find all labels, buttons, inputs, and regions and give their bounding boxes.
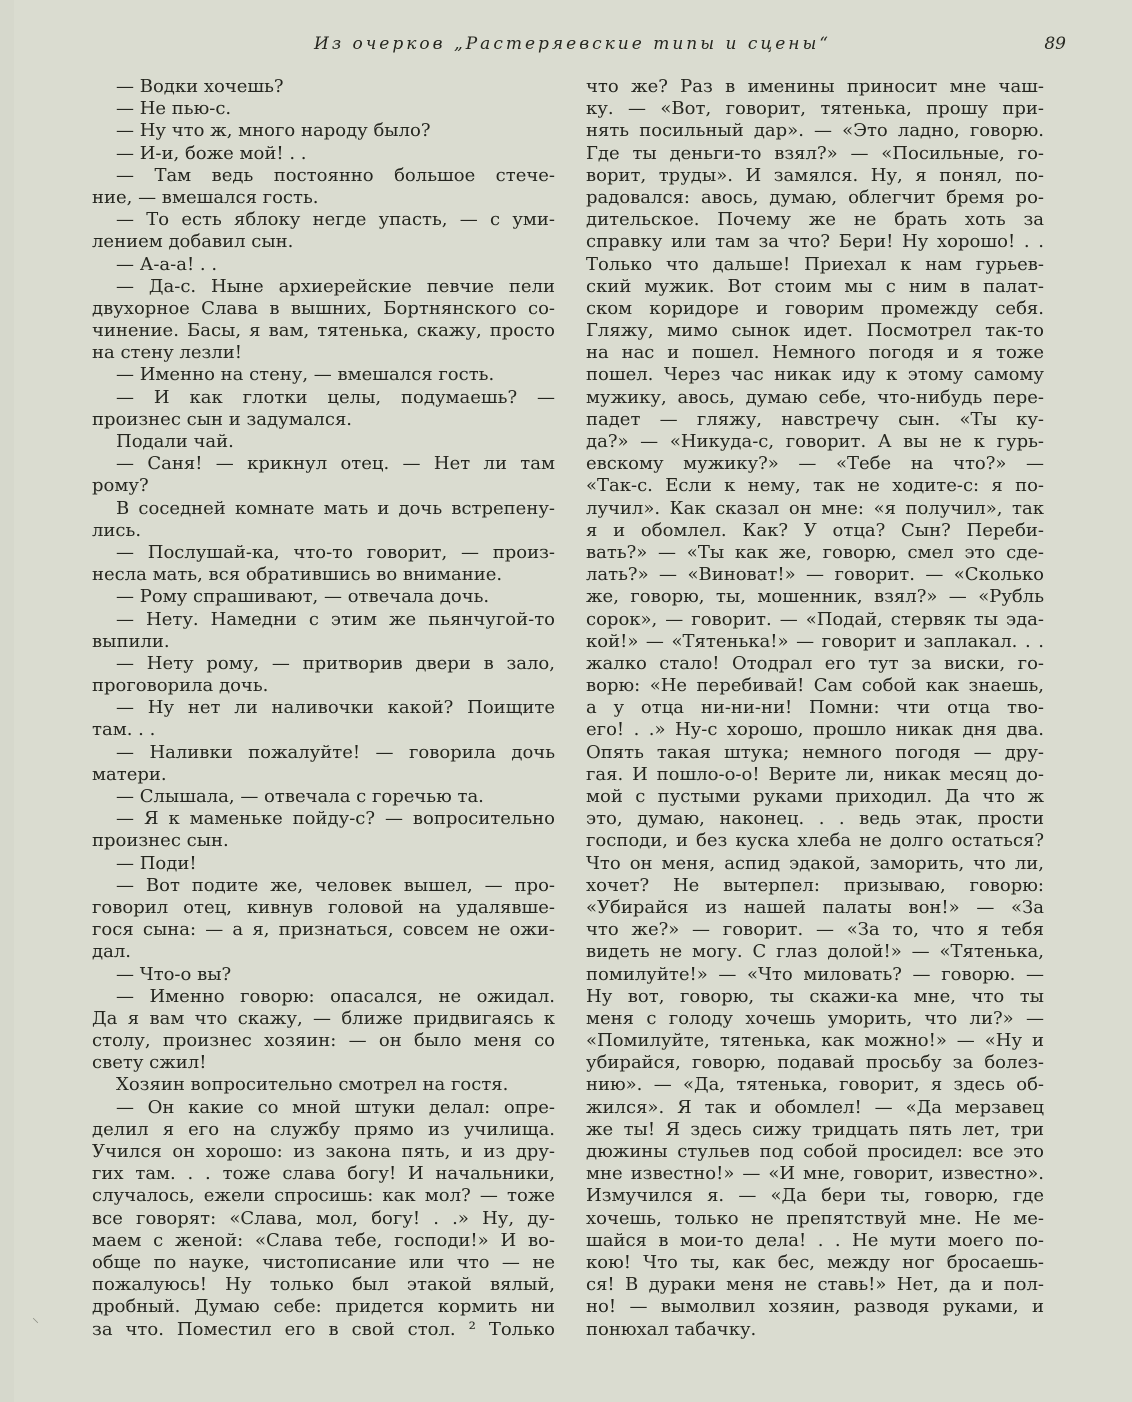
text-line: радовался: авось, думаю, облегчит бремя ро- <box>586 186 1044 208</box>
text-line: же ты! Я здесь сижу тридцать пять лет, три <box>586 1118 1044 1140</box>
text-line: Учился он хорошо: из закона пять, и из дру- <box>92 1141 555 1162</box>
text-line: — И-и, боже мой! . . <box>116 142 307 164</box>
text-line: гося сына: — а я, признаться, совсем не ожи- <box>92 919 555 941</box>
text-line: нию». — «Да, тятенька, говорит, я здесь об- <box>586 1074 1044 1096</box>
text-line: — Ну нет ли наливочки какой? Поищите <box>116 697 555 719</box>
text-line: — Что-о вы? <box>116 963 232 985</box>
running-title: Из очерков „Растеряевские типы и сцены“ <box>314 34 831 54</box>
text-line: хочешь, только не препятствуй мне. Не ме- <box>586 1207 1044 1229</box>
text-line: меня с голоду хочешь уморить, что ли?» — <box>586 1007 1044 1029</box>
text-line: ский мужик. Вот стоим мы с ним в палат- <box>586 275 1044 297</box>
text-line: матери. <box>92 763 167 785</box>
text-line: Подали чай. <box>116 431 234 452</box>
text-line: шайся в мои-то дела! . . Не мути моего по- <box>586 1229 1044 1251</box>
book-page <box>14 0 1132 1402</box>
text-line: столу, произнес хозяин: — он было меня со <box>92 1030 555 1052</box>
text-line: сорок», — говорит. — «Подай, стервяк ты эда- <box>586 608 1044 630</box>
right-text-column <box>586 76 1044 1341</box>
text-line: дительское. Почему же не брать хоть за <box>586 209 1044 231</box>
text-line: евскому мужику?» — «Тебе на что?» — <box>586 453 1044 475</box>
text-line: лучил». Как сказал он мне: «я получил», так <box>586 497 1044 519</box>
text-line: лать?» — «Виноват!» — говорит. — «Сколько <box>586 564 1044 586</box>
text-line: господи, и без куска хлеба не долго остаться? <box>586 830 1044 852</box>
margin-smudge-mark: ⸜ <box>32 1310 39 1326</box>
text-line: же, говорю, ты, мошенник, взял?» — «Рубль <box>586 586 1044 608</box>
text-line: несла мать, вся обратившись во внимание. <box>92 564 503 586</box>
text-line: — Я к маменьке пойду-с? — вопросительно <box>116 808 555 830</box>
text-line: — А-а-а! . . <box>116 253 218 275</box>
text-line: В соседней комнате мать и дочь встрепену- <box>116 497 555 519</box>
text-line: — Не пью-с. <box>116 98 232 120</box>
text-line: рому? <box>92 475 149 497</box>
text-line: это, думаю, наконец. . . ведь этак, прости <box>586 808 1044 830</box>
text-line: — То есть яблоку негде упасть, — с уми- <box>116 209 555 231</box>
text-line: жился». Я так и обомлел! — «Да мерзавец <box>586 1096 1044 1118</box>
text-line: ворит, труды». И замялся. Ну, я понял, по- <box>586 164 1044 186</box>
text-line: гая. И пошло-о-о! Верите ли, никак месяц до- <box>586 763 1044 785</box>
left-text-column <box>92 76 555 1341</box>
text-line: вать?» — «Ты как же, говорю, смел это сде- <box>586 541 1044 563</box>
text-line: мне известно!» — «И мне, говорит, известно». <box>586 1163 1044 1185</box>
text-line: — Послушай-ка, что-то говорит, — произ- <box>116 541 555 563</box>
text-line: дробный. Думаю себе: придется кормить ни <box>92 1296 555 1318</box>
text-line: «Помилуйте, тятенька, как можно!» — «Ну и <box>586 1030 1044 1052</box>
text-line: лением добавил сын. <box>92 231 294 253</box>
text-line: Ну вот, говорю, ты скажи-ка мне, что ты <box>586 985 1044 1007</box>
text-line: пожалуюсь! Ну только был этакой вялый, <box>92 1274 555 1296</box>
text-line: свету сжил! <box>92 1052 207 1074</box>
text-line: гих там. . . тоже слава богу! И начальники, <box>92 1163 555 1185</box>
text-line: дюжины стульев под собой просидел: все это <box>586 1141 1044 1162</box>
text-line: мужику, авось, думаю себе, что-нибудь пере- <box>586 386 1044 408</box>
text-line: говорил отец, кивнув головой на удалявше- <box>92 896 555 918</box>
text-line: — Водки хочешь? <box>116 76 284 97</box>
text-line: Только что дальше! Приехал к нам гурьев- <box>586 253 1044 275</box>
text-line: Опять такая штука; немного погодя — дру- <box>586 741 1044 763</box>
text-line: справку или там за что? Бери! Ну хорошо! . . <box>586 231 1044 253</box>
page-header <box>14 34 1124 64</box>
text-line: лись. <box>92 519 142 541</box>
text-line: делил я его на службу прямо из училища. <box>92 1118 555 1140</box>
text-line: убирайся, говорю, подавай просьбу за болез- <box>586 1052 1044 1074</box>
text-line: там. . . <box>92 719 156 741</box>
text-line: — Поди! <box>116 852 197 874</box>
text-line: а у отца ни-ни-ни! Помни: чти отца тво- <box>586 697 1044 719</box>
page-number: 89 <box>1044 34 1066 54</box>
text-line: нять посильный дар». — «Это ладно, говорю. <box>586 120 1044 142</box>
text-line: все говорят: «Слава, мол, богу! . .» Ну, ду- <box>92 1207 555 1229</box>
text-line: Да я вам что скажу, — ближе придвигаясь к <box>92 1007 555 1029</box>
text-line: на стену лезли! <box>92 342 243 364</box>
text-line: кою! Что ты, как бес, между ног бросаешь- <box>586 1251 1044 1273</box>
text-line: — Именно на стену, — вмешался гость. <box>116 364 495 386</box>
text-line: ние, — вмешался гость. <box>92 186 319 208</box>
text-line: — Слышала, — отвечала с горечью та. <box>116 786 484 807</box>
text-line: чинение. Басы, я вам, тятенька, скажу, просто <box>92 320 555 342</box>
text-line: — И как глотки целы, подумаешь? — <box>116 386 555 408</box>
text-line: но! — вымолвил хозяин, разводя руками, и <box>586 1296 1044 1318</box>
text-line: случалось, ежели спросишь: как мол? — тоже <box>92 1185 555 1207</box>
text-line: Где ты деньги-то взял?» — «Посильные, го- <box>586 142 1044 164</box>
text-line: произнес сын. <box>92 830 229 852</box>
text-line: — Именно говорю: опасался, не ожидал. <box>116 985 555 1007</box>
text-line: обще по науке, чистописание или что — не <box>92 1251 555 1273</box>
text-line: за что. Поместил его в свой стол. ² Только <box>92 1318 555 1340</box>
text-line: ворю: «Не перебивай! Сам собой как знаешь, <box>586 675 1044 697</box>
text-line: — Наливки пожалуйте! — говорила дочь <box>116 741 555 763</box>
text-line: видеть не могу. С глаз долой!» — «Тятенька, <box>586 941 1044 963</box>
text-line: ском коридоре и говорим промежду себя. <box>586 297 1044 319</box>
text-line: жалко стало! Отодрал его тут за виски, го- <box>586 652 1044 674</box>
text-line: двухорное Слава в вышних, Бортнянского со- <box>92 297 555 319</box>
text-line: дал. <box>92 941 131 963</box>
text-line: на нас и пошел. Немного погодя и я тоже <box>586 342 1044 364</box>
text-line: проговорила дочь. <box>92 675 269 697</box>
text-line: что же?» — говорит. — «За то, что я тебя <box>586 919 1044 941</box>
text-line: пошел. Через час никак иду к этому самому <box>586 364 1044 386</box>
text-line: понюхал табачку. <box>586 1318 757 1340</box>
text-line: я и обомлел. Как? У отца? Сын? Переби- <box>586 519 1044 541</box>
text-line: «Убирайся из нашей палаты вон!» — «За <box>586 896 1044 918</box>
text-line: выпили. <box>92 630 170 652</box>
text-line: кой!» — «Тятенька!» — говорит и заплакал. . . <box>586 630 1044 652</box>
text-line: Гляжу, мимо сынок идет. Посмотрел так-то <box>586 320 1044 342</box>
text-line: падет — гляжу, навстречу сын. «Ты ку- <box>586 408 1044 430</box>
text-line: — Ну что ж, много народу было? <box>116 120 431 142</box>
text-line: помилуйте!» — «Что миловать? — говорю. — <box>586 963 1044 985</box>
text-line: что же? Раз в именины приносит мне чаш- <box>586 76 1044 97</box>
text-line: — Вот подите же, человек вышел, — про- <box>116 874 555 896</box>
text-line: Хозяин вопросительно смотрел на гостя. <box>116 1074 509 1096</box>
text-line: да?» — «Никуда-с, говорит. А вы не к гурь- <box>586 431 1044 452</box>
text-line: ку. — «Вот, говорит, тятенька, прошу при- <box>586 98 1044 120</box>
text-line: хочет? Не вытерпел: призываю, говорю: <box>586 874 1044 896</box>
text-line: — Да-с. Ныне архиерейские певчие пели <box>116 275 555 297</box>
text-line: — Саня! — крикнул отец. — Нет ли там <box>116 453 555 475</box>
text-line: произнес сын и задумался. <box>92 408 353 430</box>
text-line: ся! В дураки меня не ставь!» Нет, да и пол- <box>586 1274 1044 1296</box>
text-line: — Нету рому, — притворив двери в зало, <box>116 652 555 674</box>
text-line: — Там ведь постоянно большое стече- <box>116 164 555 186</box>
text-line: Измучился я. — «Да бери ты, говорю, где <box>586 1185 1044 1207</box>
text-line: мой с пустыми руками приходил. Да что ж <box>586 786 1044 807</box>
text-line: — Нету. Намедни с этим же пьянчугой-то <box>116 608 555 630</box>
text-line: — Он какие со мной штуки делал: опре- <box>116 1096 555 1118</box>
text-line: его! . .» Ну-с хорошо, прошло никак дня два. <box>586 719 1044 741</box>
text-line: — Рому спрашивают, — отвечала дочь. <box>116 586 490 608</box>
text-line: маем с женой: «Слава тебе, господи!» И во- <box>92 1229 555 1251</box>
text-line: «Так-с. Если к нему, так не ходите-с: я по- <box>586 475 1044 497</box>
text-line: Что он меня, аспид эдакой, заморить, что ли, <box>586 852 1044 874</box>
